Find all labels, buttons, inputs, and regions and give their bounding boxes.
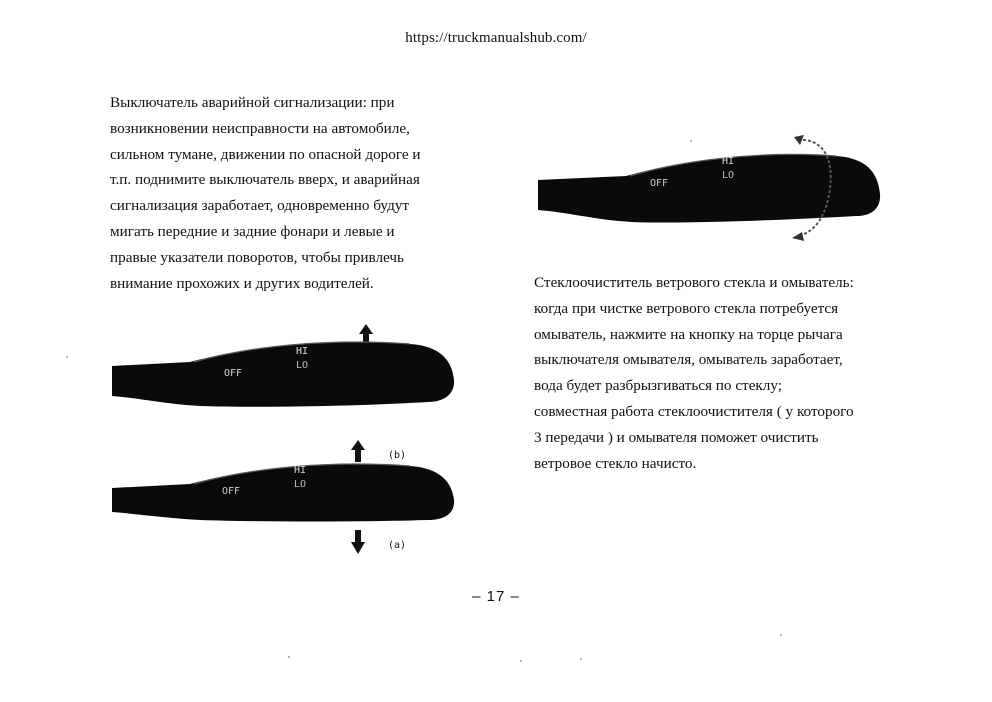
text-line: правые указатели поворотов, чтобы привлечь — [110, 248, 404, 266]
hazard-switch-description — [110, 90, 490, 296]
rotation-arrow-head-top-icon — [794, 135, 804, 145]
text-line: омыватель, нажмите на кнопку на торце рычага — [534, 325, 843, 343]
lever-label-hi: HI — [296, 346, 309, 357]
down-arrow-icon — [351, 530, 365, 554]
scan-speck — [288, 656, 290, 658]
lever-label-hi: HI — [294, 465, 307, 476]
text-line: Стеклоочиститель ветрового стекла и омыватель: — [534, 274, 854, 291]
lever-label-off: OFF — [650, 178, 669, 189]
text-line: сигнализация заработает, одновременно будут — [110, 197, 410, 215]
text-line: совместная работа стеклоочистителя ( у которого — [534, 402, 854, 420]
scan-speck — [66, 356, 68, 358]
scan-speck — [580, 658, 582, 660]
header-url: https://truckmanualshub.com/ — [405, 30, 587, 46]
hazard-lever-figure — [110, 320, 462, 410]
lever-label-off: OFF — [222, 486, 241, 497]
text-line: Выключатель аварийной сигнализации: при — [110, 94, 395, 111]
lever-body — [112, 464, 454, 521]
text-line: 3 передачи ) и омывателя поможет очистить — [534, 428, 819, 446]
text-line: ветровое стекло начисто. — [534, 454, 697, 472]
wiper-lever-figure — [110, 436, 462, 561]
text-line: вода будет разбрызгиваться по стеклу; — [534, 377, 783, 395]
text-line: возникновении неисправности на автомобиле, — [110, 119, 410, 137]
text-line: сильном тумане, движении по опасной дороге и — [110, 145, 421, 163]
text-line: выключателя омывателя, омыватель заработает, — [534, 351, 843, 369]
lever-label-lo: LO — [722, 170, 735, 181]
wiper-washer-description — [534, 270, 914, 476]
wiper-lever-rotation-figure — [536, 128, 886, 243]
scan-speck — [520, 660, 522, 662]
lever-body — [112, 342, 454, 407]
lever-label-off: OFF — [224, 368, 243, 379]
text-line: внимание прохожих и других водителей. — [110, 274, 374, 292]
tag-a: (a) — [388, 540, 407, 551]
text-line: когда при чистке ветрового стекла потребуется — [534, 299, 839, 317]
page-number: – 17 – — [472, 588, 520, 605]
tag-b: (b) — [388, 450, 407, 461]
lever-label-lo: LO — [296, 360, 309, 371]
lever-label-hi: HI — [722, 156, 735, 167]
scan-speck — [780, 634, 782, 636]
text-line: мигать передние и задние фонари и левые и — [110, 222, 395, 240]
lever-body — [538, 154, 880, 222]
rotation-arrow-head-bottom-icon — [792, 232, 804, 241]
up-arrow-icon — [351, 440, 365, 462]
lever-label-lo: LO — [294, 479, 307, 490]
scan-speck — [690, 140, 692, 142]
text-line: т.п. поднимите выключатель вверх, и аварийная — [110, 171, 420, 189]
